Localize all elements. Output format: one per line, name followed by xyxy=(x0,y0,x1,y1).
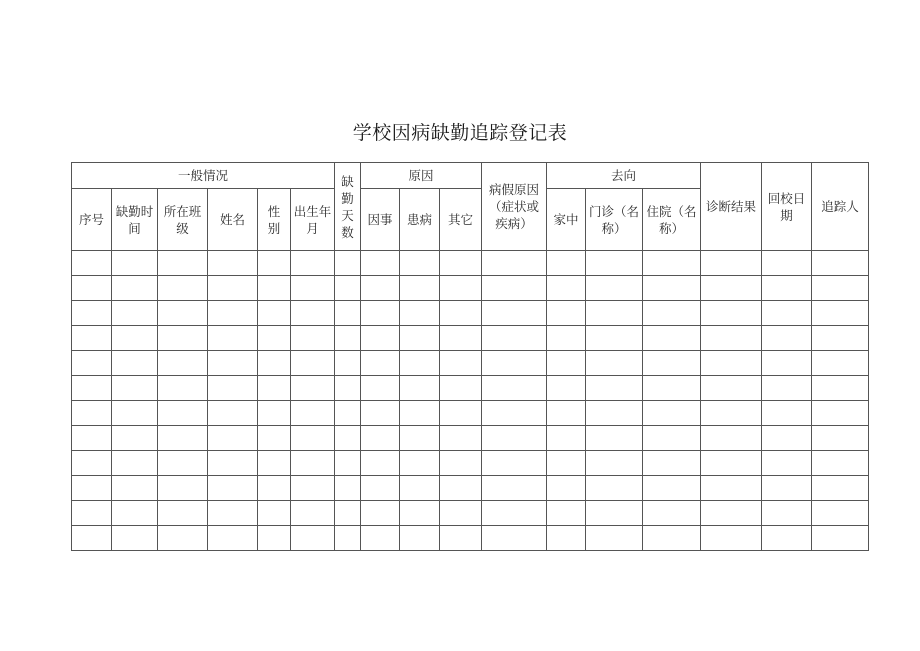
blank-cell xyxy=(586,301,643,326)
blank-cell xyxy=(400,526,440,551)
blank-cell xyxy=(762,376,812,401)
blank-cell xyxy=(586,501,643,526)
blank-cell xyxy=(400,426,440,451)
blank-cell xyxy=(112,476,158,501)
form-title: 学校因病缺勤追踪登记表 xyxy=(352,122,568,144)
blank-cell xyxy=(158,426,208,451)
tracker-header: 追踪人 xyxy=(812,163,869,251)
blank-cell xyxy=(701,526,762,551)
blank-cell xyxy=(112,401,158,426)
blank-cell xyxy=(72,451,112,476)
blank-cell xyxy=(361,526,400,551)
blank-cell xyxy=(547,476,586,501)
blank-cell xyxy=(112,526,158,551)
blank-cell xyxy=(701,251,762,276)
blank-cell xyxy=(482,401,547,426)
blank-cell xyxy=(586,251,643,276)
blank-cell xyxy=(258,501,291,526)
blank-cell xyxy=(547,301,586,326)
table-row xyxy=(72,401,869,426)
blank-cell xyxy=(208,401,258,426)
blank-cell xyxy=(762,526,812,551)
blank-cell xyxy=(258,326,291,351)
blank-cell xyxy=(547,501,586,526)
absent-days-header: 缺勤天数 xyxy=(335,163,361,251)
absence-time-header: 缺勤时间 xyxy=(112,189,158,251)
blank-cell xyxy=(400,276,440,301)
blank-cell xyxy=(440,426,482,451)
blank-cell xyxy=(440,301,482,326)
blank-cell xyxy=(335,476,361,501)
blank-cell xyxy=(701,476,762,501)
seq-header: 序号 xyxy=(72,189,112,251)
blank-cell xyxy=(112,501,158,526)
blank-cell xyxy=(586,276,643,301)
blank-cell xyxy=(291,401,335,426)
blank-cell xyxy=(72,326,112,351)
blank-cell xyxy=(291,351,335,376)
blank-cell xyxy=(812,501,869,526)
blank-cell xyxy=(361,376,400,401)
blank-cell xyxy=(361,451,400,476)
reason-header: 原因 xyxy=(361,163,482,189)
blank-cell xyxy=(586,376,643,401)
blank-cell xyxy=(158,351,208,376)
blank-cell xyxy=(482,501,547,526)
blank-cell xyxy=(701,351,762,376)
table-row xyxy=(72,476,869,501)
blank-cell xyxy=(158,301,208,326)
illness-reason-header: 病假原因（症状或疾病） xyxy=(482,163,547,251)
class-header: 所在班级 xyxy=(158,189,208,251)
blank-cell xyxy=(158,326,208,351)
blank-cell xyxy=(158,276,208,301)
blank-cell xyxy=(586,451,643,476)
blank-cell xyxy=(258,276,291,301)
blank-cell xyxy=(643,501,701,526)
blank-cell xyxy=(762,476,812,501)
blank-cell xyxy=(547,351,586,376)
blank-cell xyxy=(361,351,400,376)
blank-cell xyxy=(701,426,762,451)
blank-cell xyxy=(547,426,586,451)
blank-cell xyxy=(335,276,361,301)
blank-cell xyxy=(208,251,258,276)
blank-cell xyxy=(258,451,291,476)
name-header: 姓名 xyxy=(208,189,258,251)
blank-cell xyxy=(291,451,335,476)
table-row xyxy=(72,276,869,301)
blank-cell xyxy=(440,326,482,351)
blank-cell xyxy=(72,426,112,451)
blank-cell xyxy=(812,251,869,276)
blank-cell xyxy=(361,301,400,326)
blank-cell xyxy=(335,451,361,476)
blank-cell xyxy=(482,351,547,376)
blank-cell xyxy=(701,376,762,401)
blank-cell xyxy=(112,376,158,401)
blank-cell xyxy=(400,351,440,376)
blank-cell xyxy=(112,451,158,476)
blank-cell xyxy=(208,426,258,451)
blank-cell xyxy=(208,476,258,501)
reason-personal-header: 因事 xyxy=(361,189,400,251)
blank-cell xyxy=(112,251,158,276)
blank-cell xyxy=(400,401,440,426)
table-row xyxy=(72,426,869,451)
blank-cell xyxy=(72,276,112,301)
blank-cell xyxy=(701,451,762,476)
blank-cell xyxy=(158,401,208,426)
blank-cell xyxy=(335,376,361,401)
blank-cell xyxy=(335,526,361,551)
blank-cell xyxy=(291,251,335,276)
blank-cell xyxy=(440,376,482,401)
blank-cell xyxy=(361,501,400,526)
blank-cell xyxy=(482,326,547,351)
blank-cell xyxy=(258,401,291,426)
blank-cell xyxy=(547,276,586,301)
blank-cell xyxy=(482,276,547,301)
blank-cell xyxy=(762,351,812,376)
blank-cell xyxy=(258,426,291,451)
blank-cell xyxy=(208,326,258,351)
blank-cell xyxy=(291,476,335,501)
blank-cell xyxy=(361,326,400,351)
blank-cell xyxy=(482,476,547,501)
blank-cell xyxy=(291,526,335,551)
blank-cell xyxy=(400,451,440,476)
blank-cell xyxy=(643,326,701,351)
blank-cell xyxy=(258,376,291,401)
blank-cell xyxy=(72,351,112,376)
blank-cell xyxy=(440,401,482,426)
blank-cell xyxy=(812,376,869,401)
blank-cell xyxy=(400,376,440,401)
blank-cell xyxy=(400,301,440,326)
blank-cell xyxy=(812,401,869,426)
blank-cell xyxy=(643,276,701,301)
blank-cell xyxy=(258,351,291,376)
blank-cell xyxy=(361,276,400,301)
blank-cell xyxy=(762,426,812,451)
blank-cell xyxy=(812,301,869,326)
blank-cell xyxy=(482,251,547,276)
blank-cell xyxy=(586,526,643,551)
blank-cell xyxy=(643,351,701,376)
blank-cell xyxy=(643,426,701,451)
blank-cell xyxy=(547,401,586,426)
blank-cell xyxy=(72,251,112,276)
blank-cell xyxy=(762,276,812,301)
blank-cell xyxy=(701,401,762,426)
blank-cell xyxy=(440,476,482,501)
table-row xyxy=(72,501,869,526)
blank-cell xyxy=(643,376,701,401)
blank-cell xyxy=(258,526,291,551)
blank-cell xyxy=(643,301,701,326)
blank-cell xyxy=(112,326,158,351)
blank-cell xyxy=(701,301,762,326)
reason-sick-header: 患病 xyxy=(400,189,440,251)
dest-clinic-header: 门诊（名称） xyxy=(586,189,643,251)
table-row xyxy=(72,301,869,326)
blank-cell xyxy=(812,326,869,351)
dest-home-header: 家中 xyxy=(547,189,586,251)
blank-cell xyxy=(208,301,258,326)
blank-cell xyxy=(208,376,258,401)
blank-cell xyxy=(158,251,208,276)
absence-register-table xyxy=(71,162,869,551)
blank-cell xyxy=(158,476,208,501)
table-row xyxy=(72,526,869,551)
blank-cell xyxy=(361,401,400,426)
blank-cell xyxy=(586,351,643,376)
table-row xyxy=(72,351,869,376)
blank-cell xyxy=(762,301,812,326)
return-date-header: 回校日期 xyxy=(762,163,812,251)
blank-cell xyxy=(812,451,869,476)
table-row xyxy=(72,451,869,476)
blank-cell xyxy=(208,526,258,551)
blank-cell xyxy=(208,501,258,526)
blank-cell xyxy=(112,351,158,376)
reason-other-header: 其它 xyxy=(440,189,482,251)
blank-cell xyxy=(335,251,361,276)
blank-cell xyxy=(701,326,762,351)
blank-cell xyxy=(762,501,812,526)
header-row-1 xyxy=(72,163,869,189)
blank-cell xyxy=(72,501,112,526)
blank-cell xyxy=(361,426,400,451)
blank-cell xyxy=(158,526,208,551)
table-row xyxy=(72,376,869,401)
blank-cell xyxy=(361,476,400,501)
general-info-header: 一般情况 xyxy=(72,163,335,189)
blank-cell xyxy=(400,251,440,276)
blank-cell xyxy=(291,426,335,451)
gender-header: 性别 xyxy=(258,189,291,251)
blank-cell xyxy=(812,426,869,451)
blank-cell xyxy=(586,326,643,351)
blank-cell xyxy=(291,301,335,326)
blank-cell xyxy=(158,451,208,476)
blank-cell xyxy=(112,276,158,301)
blank-cell xyxy=(547,451,586,476)
blank-cell xyxy=(701,501,762,526)
blank-cell xyxy=(586,476,643,501)
blank-cell xyxy=(586,401,643,426)
blank-cell xyxy=(72,301,112,326)
blank-cell xyxy=(812,351,869,376)
blank-cell xyxy=(258,251,291,276)
blank-cell xyxy=(291,276,335,301)
blank-cell xyxy=(482,451,547,476)
blank-cell xyxy=(291,501,335,526)
blank-cell xyxy=(547,376,586,401)
dest-hospital-header: 住院（名称） xyxy=(643,189,701,251)
blank-cell xyxy=(482,526,547,551)
blank-cell xyxy=(762,251,812,276)
blank-cell xyxy=(643,401,701,426)
blank-cell xyxy=(812,276,869,301)
blank-cell xyxy=(112,426,158,451)
blank-cell xyxy=(335,426,361,451)
blank-cell xyxy=(335,401,361,426)
blank-cell xyxy=(400,326,440,351)
blank-cell xyxy=(547,251,586,276)
blank-cell xyxy=(258,476,291,501)
blank-cell xyxy=(400,476,440,501)
blank-cell xyxy=(762,401,812,426)
blank-cell xyxy=(335,351,361,376)
blank-cell xyxy=(547,326,586,351)
blank-cell xyxy=(258,301,291,326)
blank-cell xyxy=(361,251,400,276)
blank-cell xyxy=(208,351,258,376)
blank-cell xyxy=(158,501,208,526)
blank-cell xyxy=(547,526,586,551)
blank-cell xyxy=(72,401,112,426)
blank-cell xyxy=(482,376,547,401)
blank-cell xyxy=(72,526,112,551)
blank-cell xyxy=(762,326,812,351)
blank-cell xyxy=(643,251,701,276)
blank-cell xyxy=(335,301,361,326)
blank-cell xyxy=(72,376,112,401)
blank-cell xyxy=(291,376,335,401)
blank-cell xyxy=(762,451,812,476)
blank-cell xyxy=(208,276,258,301)
blank-cell xyxy=(208,451,258,476)
destination-header: 去向 xyxy=(547,163,701,189)
blank-cell xyxy=(440,451,482,476)
blank-cell xyxy=(112,301,158,326)
table-row xyxy=(72,251,869,276)
blank-cell xyxy=(440,351,482,376)
diagnosis-header: 诊断结果 xyxy=(701,163,762,251)
blank-cell xyxy=(440,276,482,301)
birth-header: 出生年月 xyxy=(291,189,335,251)
blank-cell xyxy=(335,501,361,526)
blank-cell xyxy=(335,326,361,351)
blank-cell xyxy=(643,476,701,501)
blank-cell xyxy=(400,501,440,526)
blank-cell xyxy=(586,426,643,451)
blank-cell xyxy=(701,276,762,301)
blank-cell xyxy=(440,526,482,551)
blank-cell xyxy=(440,501,482,526)
blank-cell xyxy=(643,451,701,476)
table-row xyxy=(72,326,869,351)
blank-cell xyxy=(291,326,335,351)
blank-cell xyxy=(72,476,112,501)
blank-cell xyxy=(482,301,547,326)
blank-cell xyxy=(482,426,547,451)
blank-cell xyxy=(440,251,482,276)
blank-cell xyxy=(812,526,869,551)
blank-cell xyxy=(812,476,869,501)
blank-cell xyxy=(643,526,701,551)
blank-cell xyxy=(158,376,208,401)
